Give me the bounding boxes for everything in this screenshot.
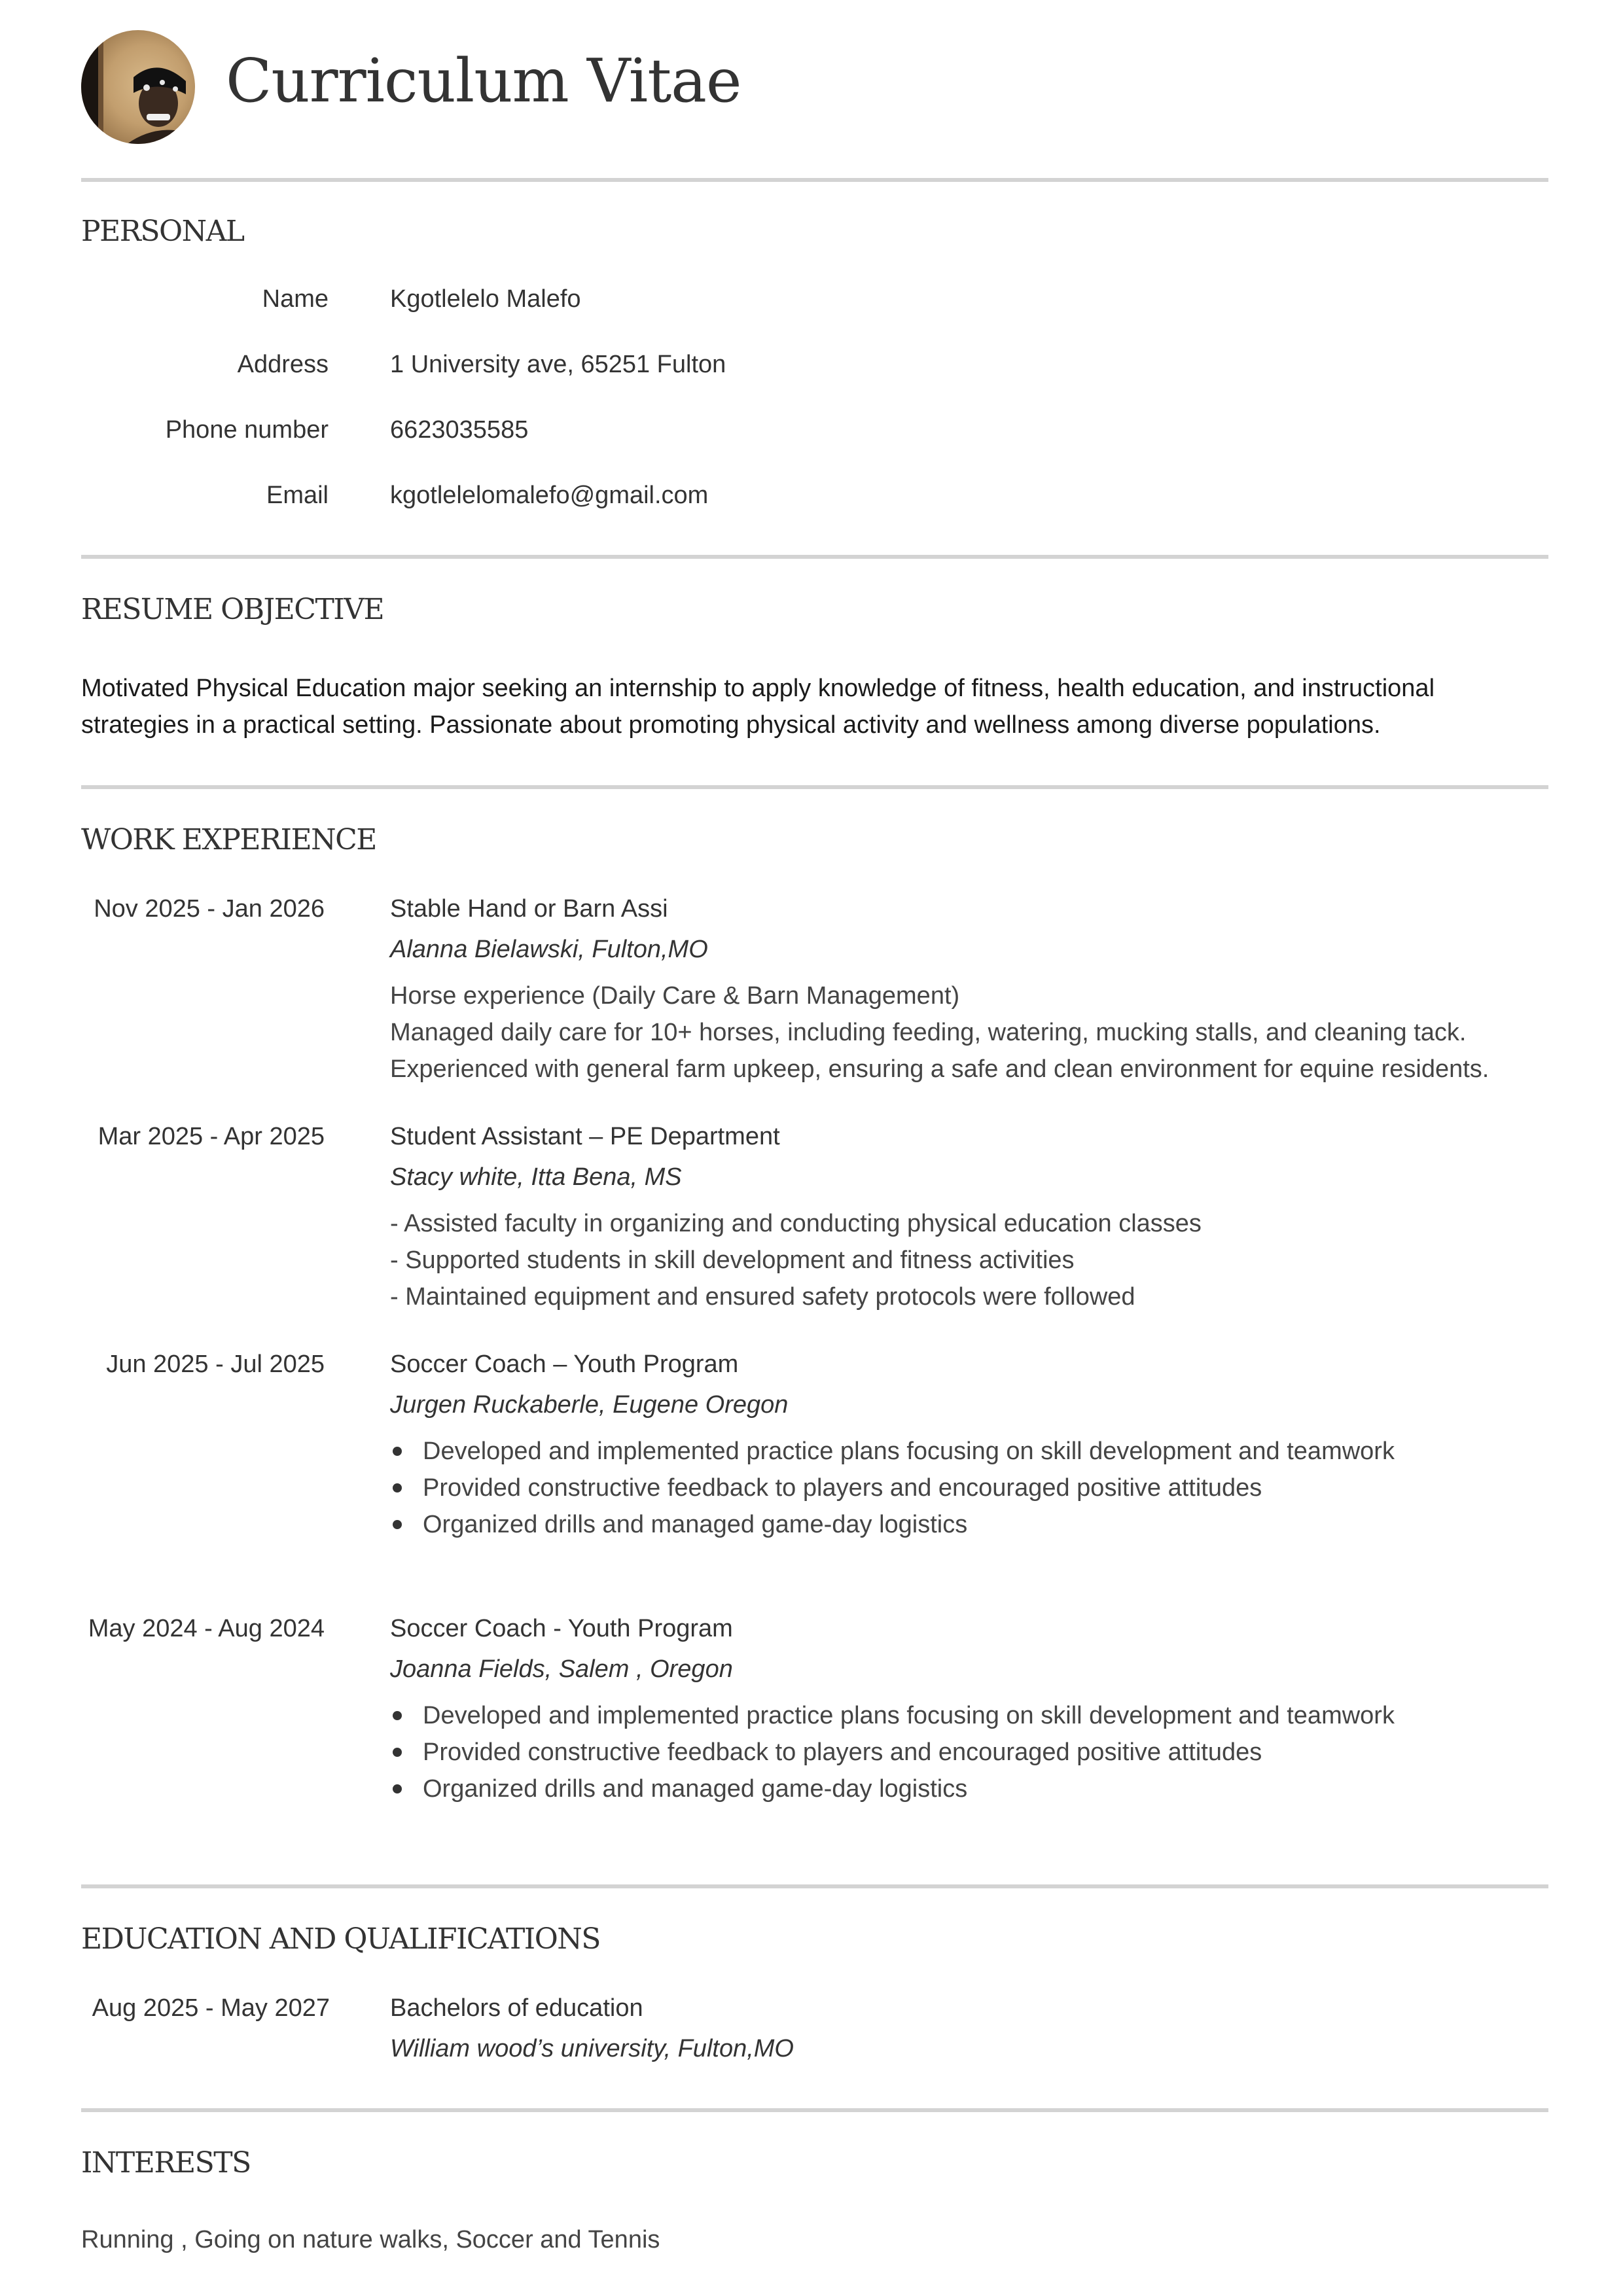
interests-text: Running , Going on nature walks, Soccer and Tennis <box>81 2226 660 2253</box>
divider <box>81 178 1548 182</box>
value-address: 1 University ave, 65251 Fulton <box>390 351 726 378</box>
person-photo-icon <box>81 30 195 144</box>
list-item: Developed and implemented practice plans focusing on skill development and teamwork <box>390 1433 1395 1470</box>
job-title: Stable Hand or Barn Assi <box>390 895 668 923</box>
label-address: Address <box>237 351 329 378</box>
label-email: Email <box>266 482 329 509</box>
document-title: Curriculum Vitae <box>226 46 741 116</box>
list-item: Provided constructive feedback to players and encouraged positive attitudes <box>390 1734 1395 1771</box>
section-title-interests: INTERESTS <box>81 2146 251 2180</box>
job-bullets <box>390 1433 1395 1543</box>
job-dates: Jun 2025 - Jul 2025 <box>106 1351 325 1378</box>
education-degree: Bachelors of education <box>390 1994 643 2022</box>
description-line: Experienced with general farm upkeep, ensuring a safe and clean environment for equine residents. <box>390 1055 1489 1083</box>
description-line: Horse experience (Daily Care & Barn Management) <box>390 982 960 1010</box>
value-email: kgotlelelomalefo@gmail.com <box>390 482 709 509</box>
divider <box>81 1884 1548 1888</box>
job-bullets <box>390 1697 1395 1807</box>
education-dates: Aug 2025 - May 2027 <box>92 1994 330 2022</box>
description-line: Managed daily care for 10+ horses, including feeding, watering, mucking stalls, and cleaning tack. <box>390 1019 1467 1046</box>
job-description <box>390 1205 1202 1315</box>
job-dates: May 2024 - Aug 2024 <box>88 1615 325 1642</box>
job-employer: Joanna Fields, Salem , Oregon <box>390 1655 733 1683</box>
job-employer: Stacy white, Itta Bena, MS <box>390 1163 682 1191</box>
description-line: - Assisted faculty in organizing and conducting physical education classes <box>390 1210 1202 1237</box>
value-name: Kgotlelelo Malefo <box>390 285 581 313</box>
job-employer: Jurgen Ruckaberle, Eugene Oregon <box>390 1391 789 1419</box>
job-dates: Mar 2025 - Apr 2025 <box>98 1123 325 1150</box>
value-phone: 6623035585 <box>390 416 529 444</box>
section-title-objective: RESUME OBJECTIVE <box>81 593 384 626</box>
list-item: Developed and implemented practice plans focusing on skill development and teamwork <box>390 1697 1395 1734</box>
divider <box>81 2108 1548 2112</box>
education-institution: William wood’s university, Fulton,MO <box>390 2035 794 2062</box>
description-line: - Maintained equipment and ensured safety protocols were followed <box>390 1283 1135 1311</box>
job-description <box>390 978 1489 1087</box>
job-title: Student Assistant – PE Department <box>390 1123 780 1150</box>
list-item: Organized drills and managed game-day logistics <box>390 1771 1395 1807</box>
job-title: Soccer Coach – Youth Program <box>390 1351 739 1378</box>
description-line: - Supported students in skill development and fitness activities <box>390 1246 1075 1274</box>
objective-line: Motivated Physical Education major seeking an internship to apply knowledge of fitness, health education, and instructional <box>81 675 1435 702</box>
section-title-education: EDUCATION AND QUALIFICATIONS <box>81 1922 600 1956</box>
objective-line: strategies in a practical setting. Passionate about promoting physical activity and wellness among diverse populations. <box>81 711 1381 739</box>
list-item: Organized drills and managed game-day logistics <box>390 1506 1395 1543</box>
divider <box>81 785 1548 789</box>
divider <box>81 555 1548 559</box>
objective-text <box>81 670 1548 743</box>
job-dates: Nov 2025 - Jan 2026 <box>94 895 325 923</box>
list-item: Provided constructive feedback to players and encouraged positive attitudes <box>390 1470 1395 1506</box>
section-title-personal: PERSONAL <box>81 215 244 248</box>
profile-photo <box>81 30 195 144</box>
section-title-work: WORK EXPERIENCE <box>81 823 376 857</box>
job-title: Soccer Coach - Youth Program <box>390 1615 733 1642</box>
label-name: Name <box>262 285 329 313</box>
label-phone: Phone number <box>165 416 329 444</box>
job-employer: Alanna Bielawski, Fulton,MO <box>390 936 708 963</box>
